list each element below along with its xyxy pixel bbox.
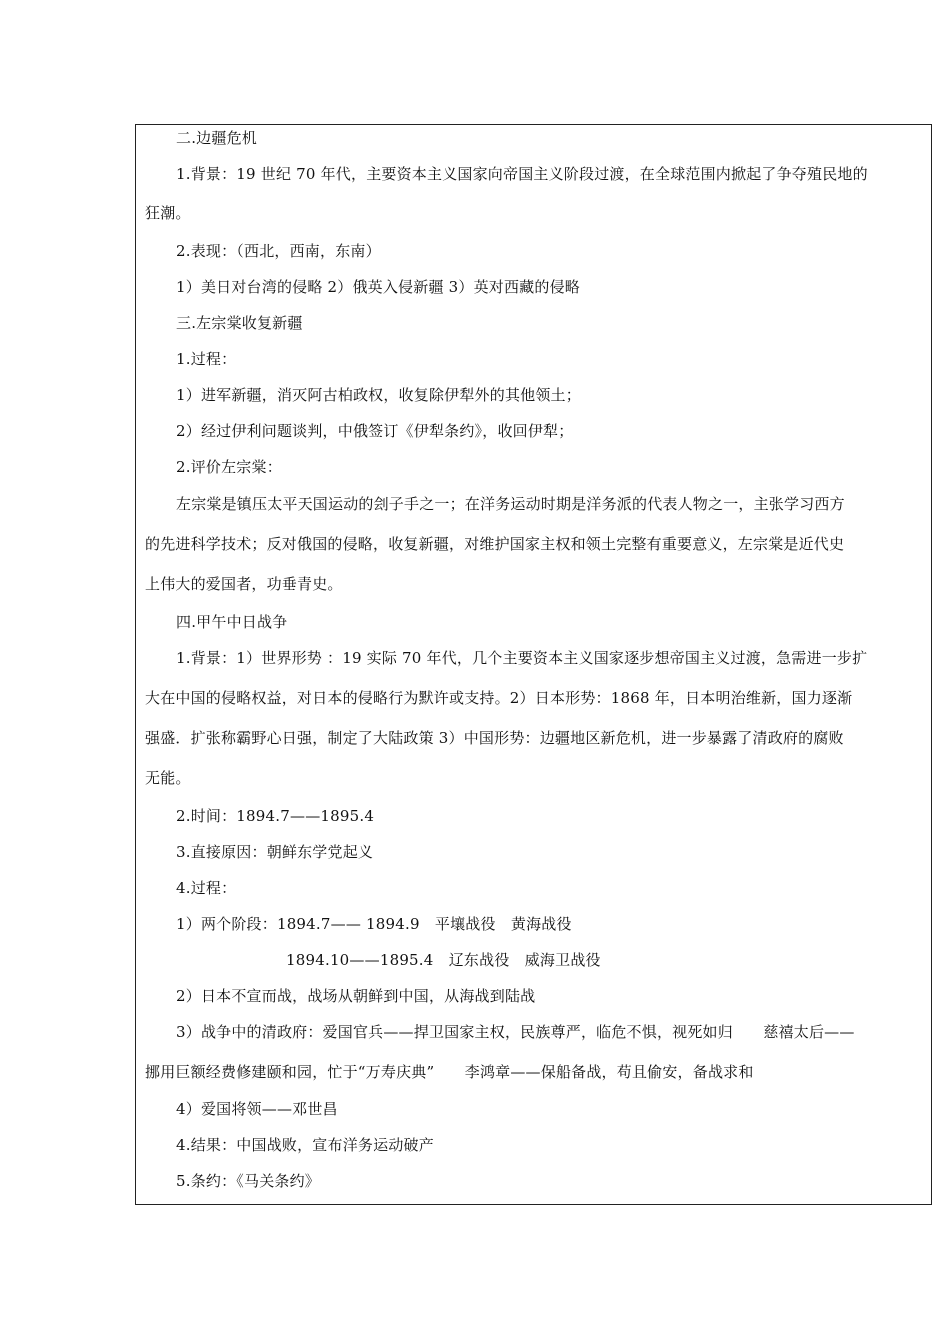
text-line: 2.时间：1894.7——1895.4 xyxy=(176,807,375,825)
text-line: 2）经过伊利问题谈判，中俄签订《伊犁条约》，收回伊犁； xyxy=(176,422,574,440)
text-line: 狂潮。 xyxy=(145,204,191,222)
section-heading-xinjiang: 三.左宗棠收复新疆 xyxy=(176,314,303,332)
text-line: 1.背景：19 世纪 70 年代，主要资本主义国家向帝国主义阶段过渡，在全球范围内掀起了争夺殖民地的 xyxy=(176,165,868,183)
text-line: 1）美日对台湾的侵略 2）俄英入侵新疆 3）英对西藏的侵略 xyxy=(176,278,580,296)
section-heading-frontier-crisis: 二.边疆危机 xyxy=(176,129,257,147)
text-line: 2.评价左宗棠： xyxy=(176,458,282,476)
text-line: 上伟大的爱国者，功垂青史。 xyxy=(145,575,343,593)
text-line: 1）两个阶段：1894.7—— 1894.9 平壤战役 黄海战役 xyxy=(176,915,572,933)
text-line: 1894.10——1895.4 辽东战役 威海卫战役 xyxy=(286,951,601,969)
text-line: 1.过程： xyxy=(176,350,237,368)
section-heading-sino-japanese-war: 四.甲午中日战争 xyxy=(176,613,288,631)
text-line: 大在中国的侵略权益，对日本的侵略行为默许或支持。2）日本形势：1868 年，日本明治维新，国力逐渐 xyxy=(145,689,853,707)
text-line: 挪用巨额经费修建颐和园，忙于“万寿庆典” 李鸿章——保船备战，苟且偷安，备战求和 xyxy=(145,1063,754,1081)
text-line: 4）爱国将领——邓世昌 xyxy=(176,1100,338,1118)
text-line: 2.表现：（西北，西南，东南） xyxy=(176,242,381,260)
text-line: 3）战争中的清政府：爱国官兵——捍卫国家主权，民族尊严，临危不惧，视死如归 慈禧太后—— xyxy=(176,1023,855,1041)
text-line: 5.条约：《马关条约》 xyxy=(176,1172,321,1190)
text-line: 2）日本不宣而战，战场从朝鲜到中国，从海战到陆战 xyxy=(176,987,536,1005)
text-line: 1.背景：1）世界形势 ：19 实际 70 年代，几个主要资本主义国家逐步想帝国主义过渡，急需进一步扩 xyxy=(176,649,868,667)
text-line: 强盛．扩张称霸野心日强，制定了大陆政策 3）中国形势：边疆地区新危机，进一步暴露了清政府的腐败 xyxy=(145,729,844,747)
text-line: 3.直接原因：朝鲜东学党起义 xyxy=(176,843,374,861)
text-line: 1）进军新疆，消灭阿古柏政权，收复除伊犁外的其他领土； xyxy=(176,386,581,404)
text-line: 的先进科学技术；反对俄国的侵略，收复新疆，对维护国家主权和领土完整有重要意义，左宗棠是近代史 xyxy=(145,535,845,553)
text-line: 无能。 xyxy=(145,769,191,787)
text-line: 4.结果：中国战败，宣布洋务运动破产 xyxy=(176,1136,434,1154)
text-line: 4.过程： xyxy=(176,879,237,897)
text-line: 左宗棠是镇压太平天国运动的刽子手之一；在洋务运动时期是洋务派的代表人物之一，主张学习西方 xyxy=(176,495,845,513)
